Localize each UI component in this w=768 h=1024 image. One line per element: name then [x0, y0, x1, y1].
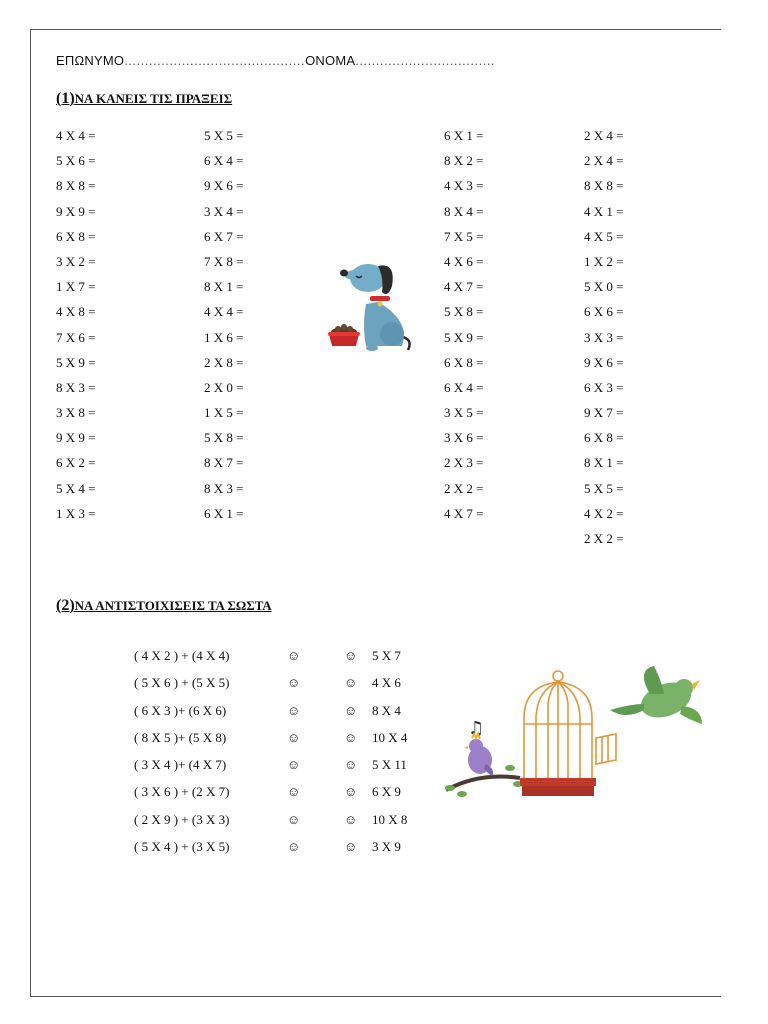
left-smiley-icon: ☺: [287, 675, 301, 691]
multiplication-exercise: 6 Χ 1 =: [444, 128, 484, 143]
multiplication-exercise: 4 Χ 1 =: [584, 203, 624, 219]
exercise-column-1: [56, 128, 95, 531]
multiplication-exercise: 9 Χ 6 =: [204, 178, 244, 194]
section1-title: [56, 90, 232, 108]
exercise-column-2: [204, 128, 243, 531]
multiplication-exercise: 1 Χ 6 =: [204, 329, 244, 345]
right-smiley-icon: ☺: [344, 811, 358, 827]
multiplication-exercise: 5 Χ 6 =: [56, 153, 96, 169]
multiplication-exercise: 4 Χ 7 =: [444, 505, 484, 521]
multiplication-exercise: 7 Χ 6 =: [56, 329, 96, 345]
surname-label: ΕΠΩΝΥΜΟ: [56, 53, 125, 68]
match-left-expression: ( 2 Χ 9 ) + (3 Χ 3): [134, 811, 230, 827]
multiplication-exercise: 2 Χ 8 =: [204, 354, 244, 370]
multiplication-exercise: 5 Χ 9 =: [444, 329, 484, 345]
multiplication-exercise: 4 Χ 6 =: [444, 253, 484, 269]
multiplication-exercise: 5 Χ 8 =: [444, 304, 484, 320]
multiplication-exercise: 2 Χ 4 =: [584, 128, 624, 143]
right-smiley-icon: ☺: [344, 675, 358, 691]
multiplication-exercise: 7 Χ 5 =: [444, 228, 484, 244]
multiplication-exercise: 9 Χ 9 =: [56, 203, 96, 219]
multiplication-exercise: 8 Χ 1 =: [204, 279, 244, 295]
match-right-expression: 4 Χ 6: [372, 675, 401, 691]
multiplication-exercise: 4 Χ 8 =: [56, 304, 96, 320]
match-left-expression: ( 4 Χ 2 ) + (4 Χ 4): [134, 648, 230, 663]
multiplication-exercise: 4 Χ 5 =: [584, 228, 624, 244]
left-smiley-icon: ☺: [287, 648, 301, 663]
match-right-expression: 5 Χ 7: [372, 648, 401, 663]
match-right-expression: 10 Χ 8: [372, 811, 408, 827]
multiplication-exercise: 8 Χ 1 =: [584, 455, 624, 471]
multiplication-exercise: 6 Χ 6 =: [584, 304, 624, 320]
multiplication-exercise: 6 Χ 2 =: [56, 455, 96, 471]
multiplication-exercise: 5 Χ 9 =: [56, 354, 96, 370]
multiplication-exercise: 3 Χ 8 =: [56, 405, 96, 421]
exercise-column-3: [444, 128, 483, 531]
multiplication-exercise: 6 Χ 8 =: [444, 354, 484, 370]
name-blank: ..................................: [355, 53, 496, 68]
multiplication-exercise: 5 Χ 8 =: [204, 430, 244, 446]
multiplication-exercise: 2 Χ 4 =: [584, 153, 624, 169]
match-left-expression: ( 3 Χ 6 ) + (2 Χ 7): [134, 784, 230, 800]
section1-title-text: ΝΑ ΚΑΝΕΙΣ ΤΙΣ ΠΡΑΞΕΙΣ: [74, 91, 233, 106]
multiplication-exercise: 4 Χ 4 =: [204, 304, 244, 320]
section2-title-text: ΝΑ ΑΝΤΙΣΤΟΙΧΙΣΕΙΣ ΤΑ ΣΩΣΤΑ: [74, 598, 272, 613]
multiplication-exercise: 5 Χ 4 =: [56, 480, 96, 496]
multiplication-exercise: 4 Χ 3 =: [444, 178, 484, 194]
match-right-expression: 10 Χ 4: [372, 729, 408, 745]
music-note-icon: ♫: [468, 718, 485, 739]
multiplication-exercise: 5 Χ 5 =: [584, 480, 624, 496]
multiplication-exercise: 6 Χ 8 =: [584, 430, 624, 446]
multiplication-exercise: 2 Χ 2 =: [444, 480, 484, 496]
exercise-column-4: [584, 128, 623, 556]
match-left-expression: ( 8 Χ 5 )+ (5 Χ 8): [134, 729, 227, 745]
multiplication-exercise: 9 Χ 7 =: [584, 405, 624, 421]
left-smiley-icon: ☺: [287, 784, 301, 800]
left-smiley-icon: ☺: [287, 811, 301, 827]
multiplication-exercise: 1 Χ 5 =: [204, 405, 244, 421]
multiplication-exercise: 8 Χ 3 =: [56, 379, 96, 395]
multiplication-exercise: 6 Χ 3 =: [584, 379, 624, 395]
multiplication-exercise: 6 Χ 8 =: [56, 228, 96, 244]
multiplication-exercise: 8 Χ 7 =: [204, 455, 244, 471]
right-smiley-icon: ☺: [344, 702, 358, 718]
multiplication-exercise: 4 Χ 7 =: [444, 279, 484, 295]
multiplication-exercise: 6 Χ 4 =: [204, 153, 244, 169]
multiplication-exercise: 8 Χ 8 =: [56, 178, 96, 194]
multiplication-exercise: 1 Χ 2 =: [584, 253, 624, 269]
multiplication-exercise: 8 Χ 2 =: [444, 153, 484, 169]
right-smiley-icon: ☺: [344, 839, 358, 855]
dog-illustration: [326, 256, 416, 354]
multiplication-exercise: 4 Χ 4 =: [56, 128, 96, 143]
match-left-expression: ( 6 Χ 3 )+ (6 Χ 6): [134, 702, 227, 718]
section2-number: (2): [56, 597, 75, 614]
match-left-expression: ( 5 Χ 4 ) + (3 Χ 5): [134, 839, 230, 855]
left-smiley-icon: ☺: [287, 757, 301, 773]
multiplication-exercise: 5 Χ 5 =: [204, 128, 244, 143]
multiplication-exercise: 1 Χ 3 =: [56, 505, 96, 521]
multiplication-exercise: 6 Χ 4 =: [444, 379, 484, 395]
multiplication-exercise: 8 Χ 8 =: [584, 178, 624, 194]
multiplication-exercise: 6 Χ 7 =: [204, 228, 244, 244]
multiplication-exercise: 3 Χ 3 =: [584, 329, 624, 345]
match-right-expression: 8 Χ 4: [372, 702, 401, 718]
name-header: [56, 53, 495, 68]
multiplication-exercise: 2 Χ 2 =: [584, 531, 624, 546]
multiplication-exercise: 3 Χ 4 =: [204, 203, 244, 219]
left-smiley-icon: ☺: [287, 702, 301, 718]
right-smiley-icon: ☺: [344, 648, 358, 663]
multiplication-exercise: 8 Χ 4 =: [444, 203, 484, 219]
multiplication-exercise: 4 Χ 2 =: [584, 505, 624, 521]
right-smiley-icon: ☺: [344, 757, 358, 773]
match-left-expression: ( 3 Χ 4 )+ (4 Χ 7): [134, 757, 227, 773]
left-smiley-icon: ☺: [287, 729, 301, 745]
right-smiley-icon: ☺: [344, 729, 358, 745]
match-right-expression: 3 Χ 9: [372, 839, 401, 855]
multiplication-exercise: 3 Χ 2 =: [56, 253, 96, 269]
left-smiley-icon: ☺: [287, 839, 301, 855]
section1-number: (1): [56, 90, 75, 107]
multiplication-exercise: 1 Χ 7 =: [56, 279, 96, 295]
multiplication-exercise: 3 Χ 6 =: [444, 430, 484, 446]
multiplication-exercise: 9 Χ 9 =: [56, 430, 96, 446]
multiplication-exercise: 7 Χ 8 =: [204, 253, 244, 269]
multiplication-exercise: 3 Χ 5 =: [444, 405, 484, 421]
section2-title: [56, 597, 272, 615]
match-left-expression: ( 5 Χ 6 ) + (5 Χ 5): [134, 675, 230, 691]
multiplication-exercise: 6 Χ 1 =: [204, 505, 244, 521]
multiplication-exercise: 2 Χ 3 =: [444, 455, 484, 471]
multiplication-exercise: 9 Χ 6 =: [584, 354, 624, 370]
multiplication-exercise: 8 Χ 3 =: [204, 480, 244, 496]
birds-cage-illustration: [440, 664, 712, 804]
match-right-expression: 6 Χ 9: [372, 784, 401, 800]
surname-blank: ............................................: [124, 53, 306, 68]
right-smiley-icon: ☺: [344, 784, 358, 800]
multiplication-exercise: 5 Χ 0 =: [584, 279, 624, 295]
name-label: ΟΝΟΜΑ: [305, 53, 356, 68]
match-right-expression: 5 Χ 11: [372, 757, 407, 773]
multiplication-exercise: 2 Χ 0 =: [204, 379, 244, 395]
